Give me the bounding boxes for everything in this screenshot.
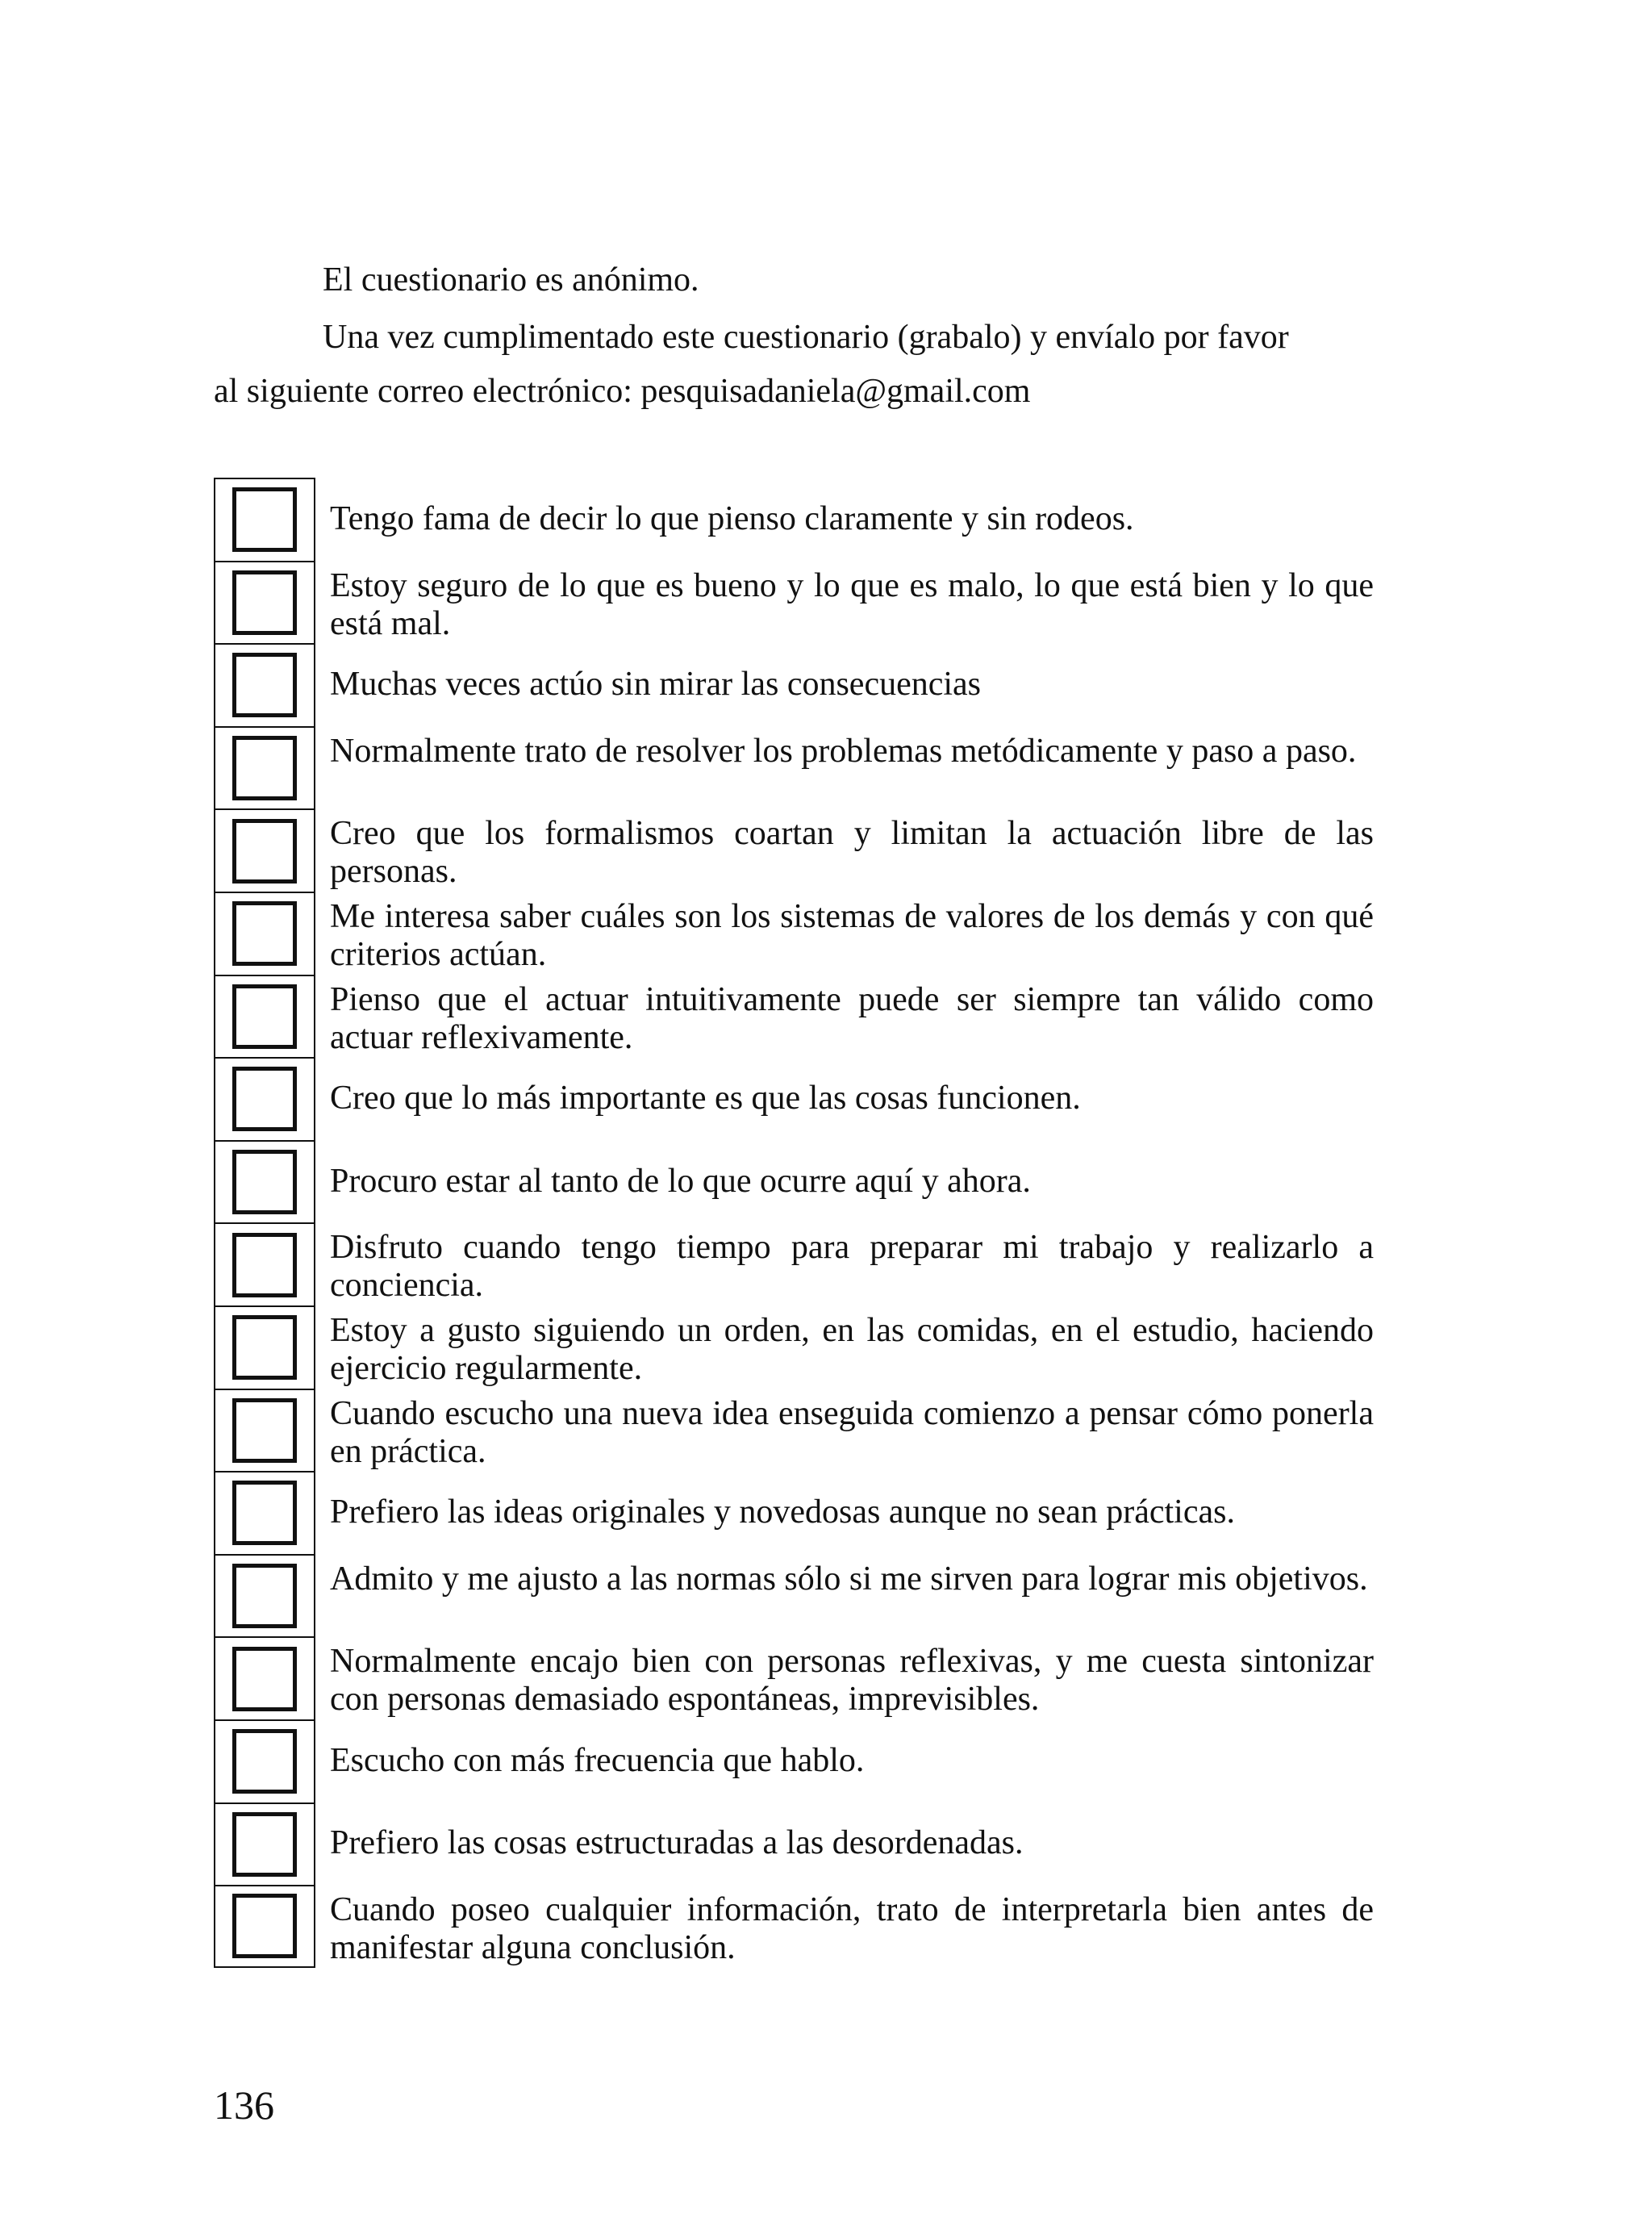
question-text: Prefiero las ideas originales y novedosas aunque no sean prácticas. (330, 1493, 1235, 1531)
question-text-cell (315, 1554, 1391, 1637)
question-row (214, 561, 1391, 644)
answer-checkbox[interactable] (232, 570, 297, 635)
question-row (214, 1222, 1391, 1305)
question-text: Estoy seguro de lo que es bueno y lo que es malo, lo que está bien y lo que está mal. (330, 566, 1374, 642)
answer-checkbox[interactable] (232, 653, 297, 717)
question-text: Cuando poseo cualquier información, trato de interpretarla bien antes de manifestar alguna conclusión. (330, 1891, 1374, 1967)
answer-checkbox[interactable] (232, 819, 297, 883)
question-text: Pienso que el actuar intuitivamente puede ser siempre tan válido como actuar reflexivamente. (330, 980, 1374, 1056)
answer-checkbox[interactable] (232, 1481, 297, 1545)
question-row (214, 726, 1391, 809)
question-text: Normalmente trato de resolver los problemas metódicamente y paso a paso. (330, 732, 1357, 770)
questionnaire-table (214, 478, 1391, 1968)
answer-checkbox[interactable] (232, 1067, 297, 1131)
answer-checkbox[interactable] (232, 1812, 297, 1877)
checkbox-cell (214, 478, 315, 561)
question-row (214, 1471, 1391, 1554)
checkbox-cell (214, 1554, 315, 1637)
question-text: Creo que lo más importante es que las cosas funcionen. (330, 1079, 1081, 1117)
question-text-cell (315, 1885, 1391, 1968)
page-number: 136 (214, 2082, 274, 2128)
checkbox-cell (214, 1057, 315, 1140)
checkbox-cell (214, 561, 315, 644)
answer-checkbox[interactable] (232, 984, 297, 1049)
checkbox-cell (214, 1389, 315, 1472)
question-row (214, 1057, 1391, 1140)
checkbox-cell (214, 1719, 315, 1802)
checkbox-cell (214, 1471, 315, 1554)
question-row (214, 975, 1391, 1058)
question-text-cell (315, 1719, 1391, 1802)
question-text-cell (315, 1471, 1391, 1554)
checkbox-cell (214, 1222, 315, 1305)
question-text-cell (315, 1140, 1391, 1223)
question-text-cell (315, 1802, 1391, 1886)
answer-checkbox[interactable] (232, 1647, 297, 1711)
question-row (214, 892, 1391, 975)
answer-checkbox[interactable] (232, 1564, 297, 1628)
question-row (214, 478, 1391, 561)
question-text-cell (315, 808, 1391, 892)
question-text-cell (315, 1057, 1391, 1140)
question-text: Procuro estar al tanto de lo que ocurre aquí y ahora. (330, 1162, 1031, 1200)
question-text: Muchas veces actúo sin mirar las consecuencias (330, 665, 982, 703)
checkbox-cell (214, 1140, 315, 1223)
question-text: Tengo fama de decir lo que pienso claramente y sin rodeos. (330, 499, 1134, 537)
question-text-cell (315, 892, 1391, 975)
question-text-cell (315, 975, 1391, 1058)
intro-email-line: al siguiente correo electrónico: pesquisadaniela@gmail.com (214, 373, 1031, 410)
question-text-cell (315, 561, 1391, 644)
question-row (214, 643, 1391, 726)
question-row (214, 1719, 1391, 1802)
question-text: Cuando escucho una nueva idea enseguida comienzo a pensar cómo ponerla en práctica. (330, 1394, 1374, 1470)
question-text: Normalmente encajo bien con personas reflexivas, y me cuesta sintonizar con personas demasiado espontáneas, imprevisibles. (330, 1643, 1374, 1719)
checkbox-cell (214, 892, 315, 975)
question-text-cell (315, 1389, 1391, 1472)
checkbox-cell (214, 1885, 315, 1968)
answer-checkbox[interactable] (232, 1398, 297, 1463)
question-text-cell (315, 726, 1391, 809)
question-text-cell (315, 1305, 1391, 1389)
intro-anonymous-note: El cuestionario es anónimo. (323, 261, 699, 299)
question-row (214, 1885, 1391, 1968)
question-row (214, 808, 1391, 892)
answer-checkbox[interactable] (232, 1233, 297, 1297)
question-text-cell (315, 643, 1391, 726)
question-text-cell (315, 1222, 1391, 1305)
question-row (214, 1389, 1391, 1472)
question-text: Escucho con más frecuencia que hablo. (330, 1741, 865, 1779)
answer-checkbox[interactable] (232, 487, 297, 552)
question-text: Admito y me ajusto a las normas sólo si me sirven para lograr mis objetivos. (330, 1560, 1368, 1598)
checkbox-cell (214, 643, 315, 726)
question-text: Me interesa saber cuáles son los sistemas de valores de los demás y con qué criterios actúan. (330, 897, 1374, 973)
answer-checkbox[interactable] (232, 1894, 297, 1958)
question-row (214, 1140, 1391, 1223)
answer-checkbox[interactable] (232, 1729, 297, 1794)
question-row (214, 1802, 1391, 1886)
question-text-cell (315, 1636, 1391, 1719)
checkbox-cell (214, 808, 315, 892)
checkbox-cell (214, 1802, 315, 1886)
checkbox-cell (214, 975, 315, 1058)
checkbox-cell (214, 726, 315, 809)
question-row (214, 1636, 1391, 1719)
answer-checkbox[interactable] (232, 1315, 297, 1380)
question-row (214, 1554, 1391, 1637)
checkbox-cell (214, 1305, 315, 1389)
answer-checkbox[interactable] (232, 901, 297, 966)
question-text: Creo que los formalismos coartan y limitan la actuación libre de las personas. (330, 815, 1374, 891)
intro-instructions-line: Una vez cumplimentado este cuestionario (grabalo) y envíalo por favor (323, 319, 1289, 356)
question-text: Estoy a gusto siguiendo un orden, en las comidas, en el estudio, haciendo ejercicio regularmente. (330, 1311, 1374, 1387)
question-text-cell (315, 478, 1391, 561)
answer-checkbox[interactable] (232, 736, 297, 800)
answer-checkbox[interactable] (232, 1150, 297, 1214)
question-row (214, 1305, 1391, 1389)
question-text: Disfruto cuando tengo tiempo para preparar mi trabajo y realizarlo a conciencia. (330, 1229, 1374, 1305)
checkbox-cell (214, 1636, 315, 1719)
question-text: Prefiero las cosas estructuradas a las desordenadas. (330, 1824, 1024, 1862)
